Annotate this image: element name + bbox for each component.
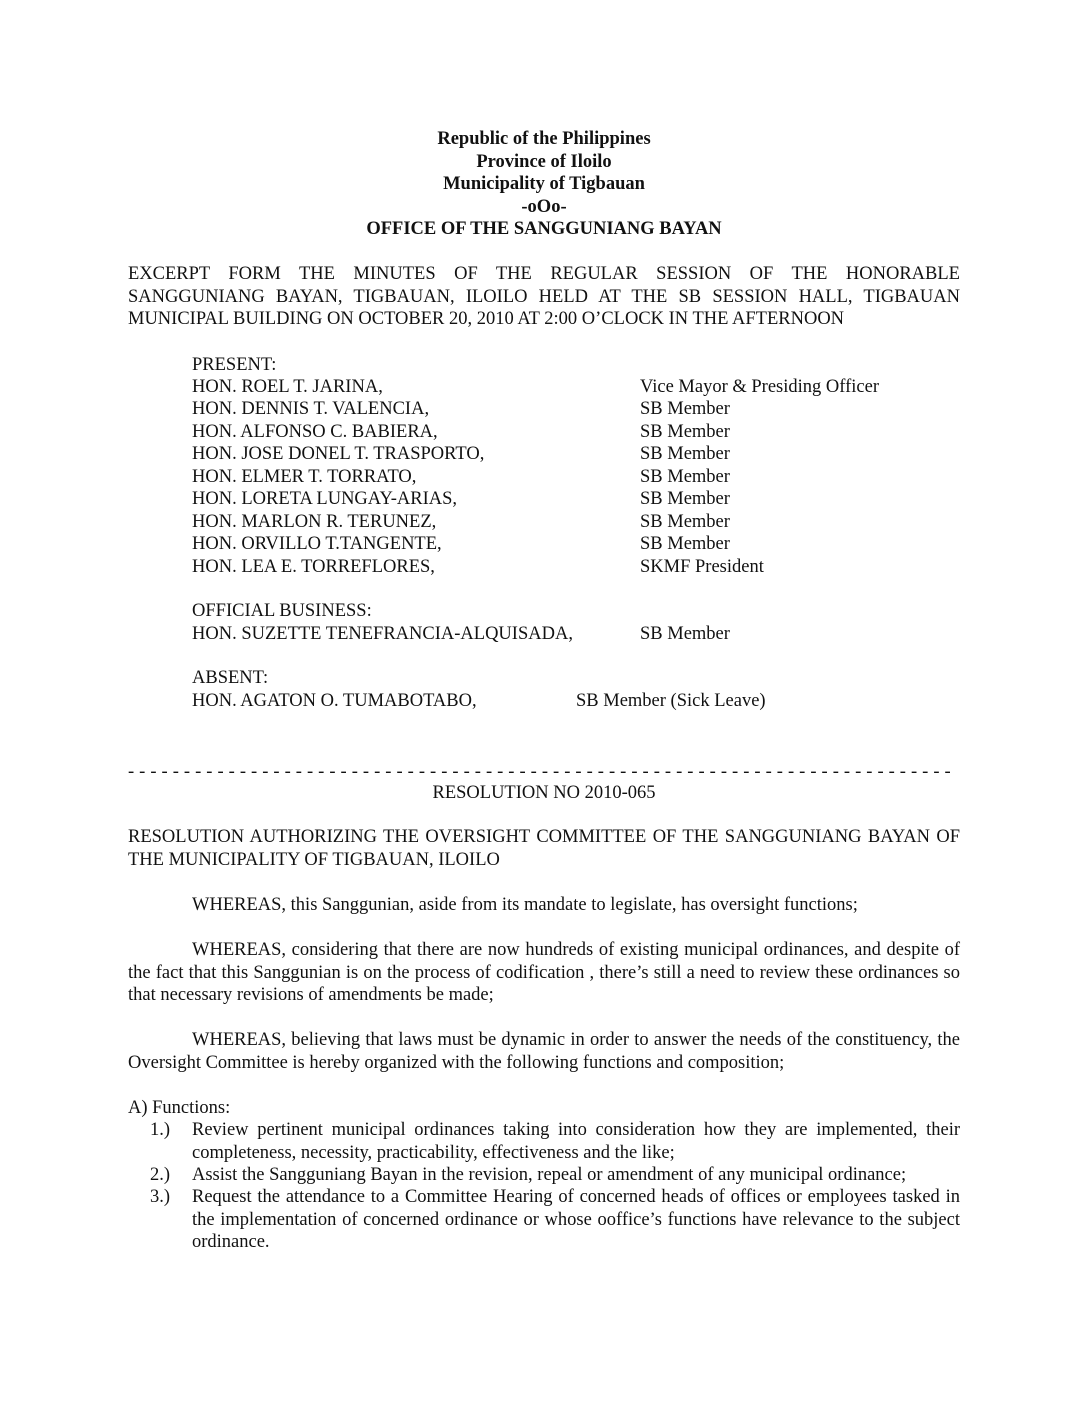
document-header xyxy=(0,128,1088,241)
present-role: SB Member xyxy=(640,534,730,554)
functions-label: A) Functions: xyxy=(128,1098,231,1118)
present-name: HON. LORETA LUNGAY-ARIAS, xyxy=(192,489,458,509)
absent-label: ABSENT: xyxy=(192,668,269,688)
function-number: 3.) xyxy=(150,1187,171,1207)
present-role: SB Member xyxy=(640,399,730,419)
whereas-clause: WHEREAS, considering that there are now hundreds of existing municipal ordinances, and despite of the fact that this Sanggunian is on the process of codification , there’s still a need to review these ordinances so that necessary revisions of amendments be made; xyxy=(128,940,960,1005)
function-text: Request the attendance to a Committee Hearing of concerned heads of offices or employees tasked in the implementation of concerned ordinance or whose ooffice’s functions have relevance to the subject ordinance. xyxy=(192,1187,960,1252)
present-name: HON. ORVILLO T.TANGENTE, xyxy=(192,534,442,554)
whereas-clause: WHEREAS, believing that laws must be dynamic in order to answer the needs of the constituency, the Oversight Committee is hereby organized with the following functions and composition; xyxy=(128,1030,960,1073)
header-separator: -oOo- xyxy=(521,196,567,217)
function-text: Review pertinent municipal ordinances taking into consideration how they are implemented, their completeness, necessity, practicability, effectiveness and the like; xyxy=(192,1120,960,1163)
present-name: HON. MARLON R. TERUNEZ, xyxy=(192,512,437,532)
present-name: HON. ALFONSO C. BABIERA, xyxy=(192,422,438,442)
whereas-clause: WHEREAS, this Sanggunian, aside from its mandate to legislate, has oversight functions; xyxy=(192,895,858,915)
official-business-label: OFFICIAL BUSINESS: xyxy=(192,601,372,621)
present-role: SB Member xyxy=(640,422,730,442)
dashed-divider: - - - - - - - - - - - - - - - - - - - - - - - - - - - - - - - - - - - - - - - - - - - - - - - - - - - - - - - - - - - - - - - - - - - - - - - - - - xyxy=(128,762,951,782)
present-role: Vice Mayor & Presiding Officer xyxy=(640,377,879,397)
present-label: PRESENT: xyxy=(192,355,277,375)
present-role: SB Member xyxy=(640,512,730,532)
header-office: OFFICE OF THE SANGGUNIANG BAYAN xyxy=(366,219,722,239)
present-name: HON. ROEL T. JARINA, xyxy=(192,377,383,397)
official-business-role: SB Member xyxy=(640,624,730,644)
header-municipality: Municipality of Tigbauan xyxy=(443,174,645,194)
function-number: 2.) xyxy=(150,1165,171,1185)
present-role: SB Member xyxy=(640,489,730,509)
absent-role: SB Member (Sick Leave) xyxy=(576,691,766,711)
function-number: 1.) xyxy=(150,1120,171,1140)
resolution-number: RESOLUTION NO 2010-065 xyxy=(432,783,656,803)
excerpt-paragraph: EXCERPT FORM THE MINUTES OF THE REGULAR SESSION OF THE HONORABLE SANGGUNIANG BAYAN, TIGBAUAN, ILOILO HELD AT THE SB SESSION HALL, TIGBAUAN MUNICIPAL BUILDING ON OCTOBER 20, 2010 AT 2:00 O’CLOCK IN THE AFTERNOON xyxy=(128,264,960,329)
present-name: HON. DENNIS T. VALENCIA, xyxy=(192,399,430,419)
present-name: HON. JOSE DONEL T. TRASPORTO, xyxy=(192,444,485,464)
present-name: HON. ELMER T. TORRATO, xyxy=(192,467,417,487)
official-business-name: HON. SUZETTE TENEFRANCIA-ALQUISADA, xyxy=(192,624,573,644)
resolution-title: RESOLUTION AUTHORIZING THE OVERSIGHT COMMITTEE OF THE SANGGUNIANG BAYAN OF THE MUNICIPALITY OF TIGBAUAN, ILOILO xyxy=(128,827,960,870)
present-name: HON. LEA E. TORREFLORES, xyxy=(192,557,435,577)
absent-name: HON. AGATON O. TUMABOTABO, xyxy=(192,691,477,711)
header-province: Province of Iloilo xyxy=(476,151,612,172)
function-text: Assist the Sangguniang Bayan in the revision, repeal or amendment of any municipal ordinance; xyxy=(192,1165,907,1185)
present-role: SB Member xyxy=(640,467,730,487)
present-role: SB Member xyxy=(640,444,730,464)
present-role: SKMF President xyxy=(640,557,764,577)
header-republic: Republic of the Philippines xyxy=(437,129,651,149)
